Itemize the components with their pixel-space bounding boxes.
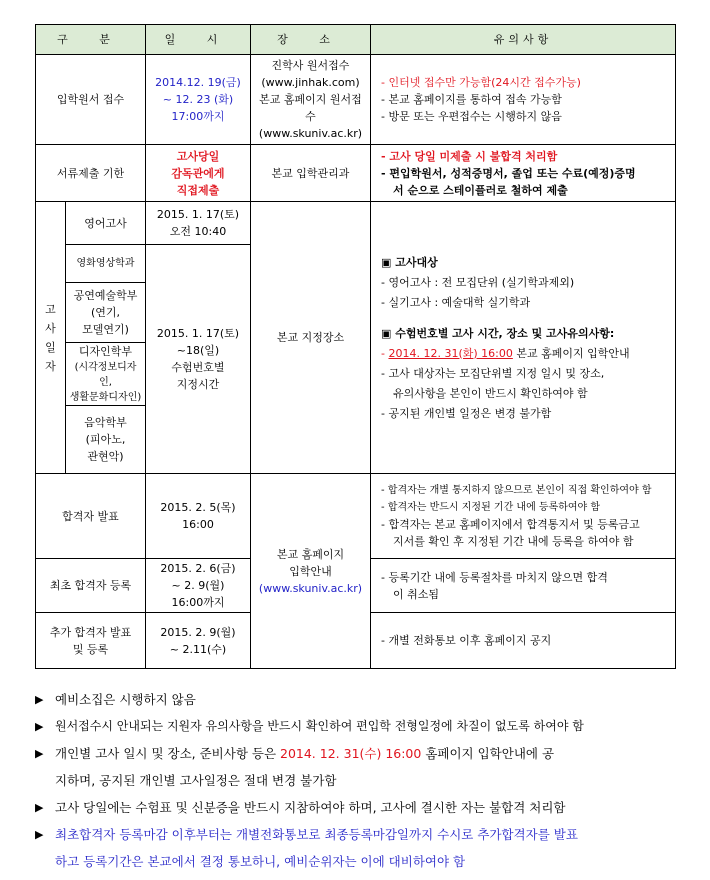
footnote-5-text: 최초합격자 등록마감 이후부터는 개별전화통보로 최종등록마감일까지 수시로 추가합격자를 발표 bbox=[55, 827, 578, 842]
exam-music-3: 관현악) bbox=[87, 450, 124, 463]
exam-target-2: - 실기고사 : 예술대학 실기학과 bbox=[381, 295, 531, 309]
exam-english-date-2: 오전 10:40 bbox=[169, 225, 227, 238]
arrow-icon: ▶ bbox=[35, 801, 44, 814]
schedule-table bbox=[35, 24, 676, 669]
first-reg-note-1: - 등록기간 내에 등록절차를 마치지 않으면 합격 bbox=[381, 570, 608, 584]
exam-target-title: ▣ 고사대상 bbox=[381, 255, 438, 269]
exam-number-title: ▣ 수험번호별 고사 시간, 장소 및 고사유의사항: bbox=[381, 326, 615, 340]
exam-music-1: 음악학부 bbox=[84, 416, 127, 429]
exam-perform-3: 모델연기) bbox=[82, 323, 129, 336]
documents-date-1: 고사당일 bbox=[176, 149, 220, 163]
exam-film-label: 영화영상학과 bbox=[66, 245, 146, 283]
footnotes bbox=[35, 686, 675, 875]
application-place-3: 본교 홈페이지 원서접수 bbox=[259, 93, 362, 123]
exam-practical-date bbox=[146, 245, 251, 474]
pass-label: 합격자 발표 bbox=[36, 474, 146, 559]
exam-design-1: 디자인학부 bbox=[78, 345, 133, 358]
first-reg-date bbox=[146, 559, 251, 613]
extra-date-2: ~ 2.11(수) bbox=[169, 642, 227, 656]
documents-date-2: 감독관에게 bbox=[171, 166, 225, 180]
exam-label-char-3: 일 bbox=[45, 340, 56, 354]
documents-notes bbox=[371, 145, 676, 202]
pass-note-3: - 합격자는 본교 홈페이지에서 합격통지서 및 등록금고 bbox=[381, 518, 640, 531]
first-reg-note-2: 이 취소됨 bbox=[393, 587, 440, 601]
documents-note-3: 서 순으로 스테이플러로 철하여 제출 bbox=[393, 183, 568, 197]
first-reg-date-3: 16:00까지 bbox=[171, 596, 225, 609]
footnote-3-a: 개인별 고사 일시 및 장소, 준비사항 등은 bbox=[55, 746, 280, 761]
header-row bbox=[36, 25, 676, 55]
pass-place-2: 입학안내 bbox=[289, 564, 332, 578]
extra-label bbox=[36, 613, 146, 669]
exam-label-char-1: 고 bbox=[45, 302, 56, 316]
row-exam-english bbox=[36, 202, 676, 245]
extra-label-2: 및 등록 bbox=[72, 642, 109, 656]
row-application bbox=[36, 55, 676, 145]
footnote-3-date: 2014. 12. 31(수) 16:00 bbox=[280, 746, 422, 761]
exam-number-1-date: 2014. 12. 31(화) 16:00 bbox=[388, 346, 513, 360]
exam-practical-date-1: 2015. 1. 17(토) bbox=[156, 327, 240, 340]
documents-place: 본교 입학관리과 bbox=[251, 145, 371, 202]
pass-place bbox=[251, 474, 371, 669]
application-place-4: (www.skuniv.ac.kr) bbox=[258, 127, 363, 140]
row-pass bbox=[36, 474, 676, 559]
pass-note-1: - 합격자는 개별 통지하지 않으므로 본인이 직접 확인하여야 함 bbox=[381, 485, 652, 496]
pass-date bbox=[146, 474, 251, 559]
footnote-3-text bbox=[55, 740, 675, 767]
exam-practical-date-3: 수험번호별 bbox=[171, 361, 225, 374]
row-documents bbox=[36, 145, 676, 202]
pass-date-2: 16:00 bbox=[182, 518, 214, 531]
header-notes: 유의사항 bbox=[371, 25, 676, 55]
pass-note-2: - 합격자는 반드시 지정된 기간 내에 등록하여야 함 bbox=[381, 502, 601, 513]
exam-perform-2: (연기, bbox=[90, 306, 121, 319]
exam-target-1: - 영어고사 : 전 모집단위 (실기학과제외) bbox=[381, 275, 575, 289]
application-place-2: (www.jinhak.com) bbox=[261, 76, 360, 89]
pass-place-3: (www.skuniv.ac.kr) bbox=[258, 581, 363, 595]
exam-label-char-4: 자 bbox=[45, 359, 56, 373]
first-reg-notes bbox=[371, 559, 676, 613]
application-note-3: - 방문 또는 우편접수는 시행하지 않음 bbox=[381, 110, 562, 123]
documents-note-2: - 편입학원서, 성적증명서, 졸업 또는 수료(예정)증명 bbox=[381, 166, 636, 180]
exam-english-label: 영어고사 bbox=[66, 202, 146, 245]
footnote-2-text: 원서접수시 안내되는 지원자 유의사항을 반드시 확인하여 편입학 전형일정에 차질이 없도록 하여야 함 bbox=[55, 719, 584, 733]
footnote-4-text: 고사 당일에는 수험표 및 신분증을 반드시 지참하여야 하며, 고사에 결시한 자는 불합격 처리함 bbox=[55, 800, 566, 815]
documents-date bbox=[146, 145, 251, 202]
exam-number-1-dash: - bbox=[381, 346, 389, 360]
pass-place-1: 본교 홈페이지 bbox=[276, 547, 345, 561]
extra-label-1: 추가 합격자 발표 bbox=[49, 625, 132, 639]
exam-english-date bbox=[146, 202, 251, 245]
application-date-time: 17:00까지 bbox=[171, 110, 225, 123]
application-date bbox=[146, 55, 251, 145]
exam-practical-date-2: ~18(일) bbox=[176, 344, 220, 357]
arrow-icon: ▶ bbox=[35, 828, 44, 841]
application-place-1: 진학사 원서접수 bbox=[271, 59, 350, 72]
exam-design-3: 생활문화디자인) bbox=[69, 392, 142, 403]
arrow-icon: ▶ bbox=[35, 693, 44, 706]
exam-label bbox=[36, 202, 66, 474]
pass-notes bbox=[371, 474, 676, 559]
extra-date bbox=[146, 613, 251, 669]
application-date-end: ~ 12. 23 (화) bbox=[162, 93, 234, 106]
exam-number-1 bbox=[381, 345, 671, 362]
footnote-2 bbox=[35, 713, 675, 740]
exam-label-char-2: 사 bbox=[45, 321, 56, 335]
application-place bbox=[251, 55, 371, 145]
first-reg-label: 최초 합격자 등록 bbox=[36, 559, 146, 613]
documents-label: 서류제출 기한 bbox=[36, 145, 146, 202]
exam-perform-label bbox=[66, 283, 146, 343]
exam-design-label bbox=[66, 343, 146, 406]
exam-place: 본교 지정장소 bbox=[251, 202, 371, 474]
pass-note-4: 지서를 확인 후 지정된 기간 내에 등록을 하여야 함 bbox=[393, 535, 634, 548]
exam-number-3: 유의사항을 본인이 반드시 확인하여야 함 bbox=[393, 386, 588, 400]
exam-music-2: (피아노, bbox=[85, 433, 126, 446]
first-reg-date-1: 2015. 2. 6(금) bbox=[160, 562, 236, 575]
header-category: 구 분 bbox=[36, 25, 146, 55]
application-label: 입학원서 접수 bbox=[36, 55, 146, 145]
exam-number-1-rest: 본교 홈페이지 입학안내 bbox=[512, 346, 630, 360]
footnote-1 bbox=[35, 686, 675, 713]
footnote-3-continued: 지하며, 공지된 개인별 고사일정은 절대 변경 불가함 bbox=[55, 773, 337, 788]
exam-practical-date-4: 지정시간 bbox=[176, 378, 220, 391]
arrow-icon: ▶ bbox=[35, 747, 44, 760]
arrow-icon: ▶ bbox=[35, 720, 44, 733]
footnote-4 bbox=[35, 794, 675, 821]
footnote-3-b: 홈페이지 입학안내에 공 bbox=[421, 746, 555, 761]
exam-english-date-1: 2015. 1. 17(토) bbox=[156, 208, 240, 221]
extra-date-1: 2015. 2. 9(월) bbox=[160, 625, 236, 639]
application-note-1: - 인터넷 접수만 가능함(24시간 접수가능) bbox=[381, 76, 581, 89]
documents-date-3: 직접제출 bbox=[176, 183, 220, 197]
extra-notes: - 개별 전화통보 이후 홈페이지 공지 bbox=[371, 613, 676, 669]
application-notes bbox=[371, 55, 676, 145]
documents-note-1: - 고사 당일 미제출 시 불합격 처리함 bbox=[381, 149, 558, 163]
exam-perform-1: 공연예술학부 bbox=[73, 289, 138, 302]
exam-music-label bbox=[66, 406, 146, 474]
application-note-2: - 본교 홈페이지를 통하여 접속 가능함 bbox=[381, 93, 562, 106]
exam-design-2: (시각정보디자인, bbox=[74, 362, 137, 388]
header-place: 장 소 bbox=[251, 25, 371, 55]
exam-number-2: - 고사 대상자는 모집단위별 지정 일시 및 장소, bbox=[381, 366, 605, 380]
exam-number-4: - 공지된 개인별 일정은 변경 불가함 bbox=[381, 406, 552, 420]
footnote-1-text: 예비소집은 시행하지 않음 bbox=[55, 692, 196, 707]
first-reg-date-2: ~ 2. 9(월) bbox=[171, 579, 225, 592]
pass-date-1: 2015. 2. 5(목) bbox=[160, 501, 236, 514]
application-date-start: 2014.12. 19(금) bbox=[155, 76, 241, 89]
footnote-5-continued: 하고 등록기간은 본교에서 결정 통보하니, 예비순위자는 이에 대비하여야 함 bbox=[55, 854, 466, 869]
footnote-5 bbox=[35, 821, 675, 848]
header-datetime: 일 시 bbox=[146, 25, 251, 55]
footnote-3 bbox=[35, 740, 675, 767]
exam-notes bbox=[371, 202, 676, 474]
